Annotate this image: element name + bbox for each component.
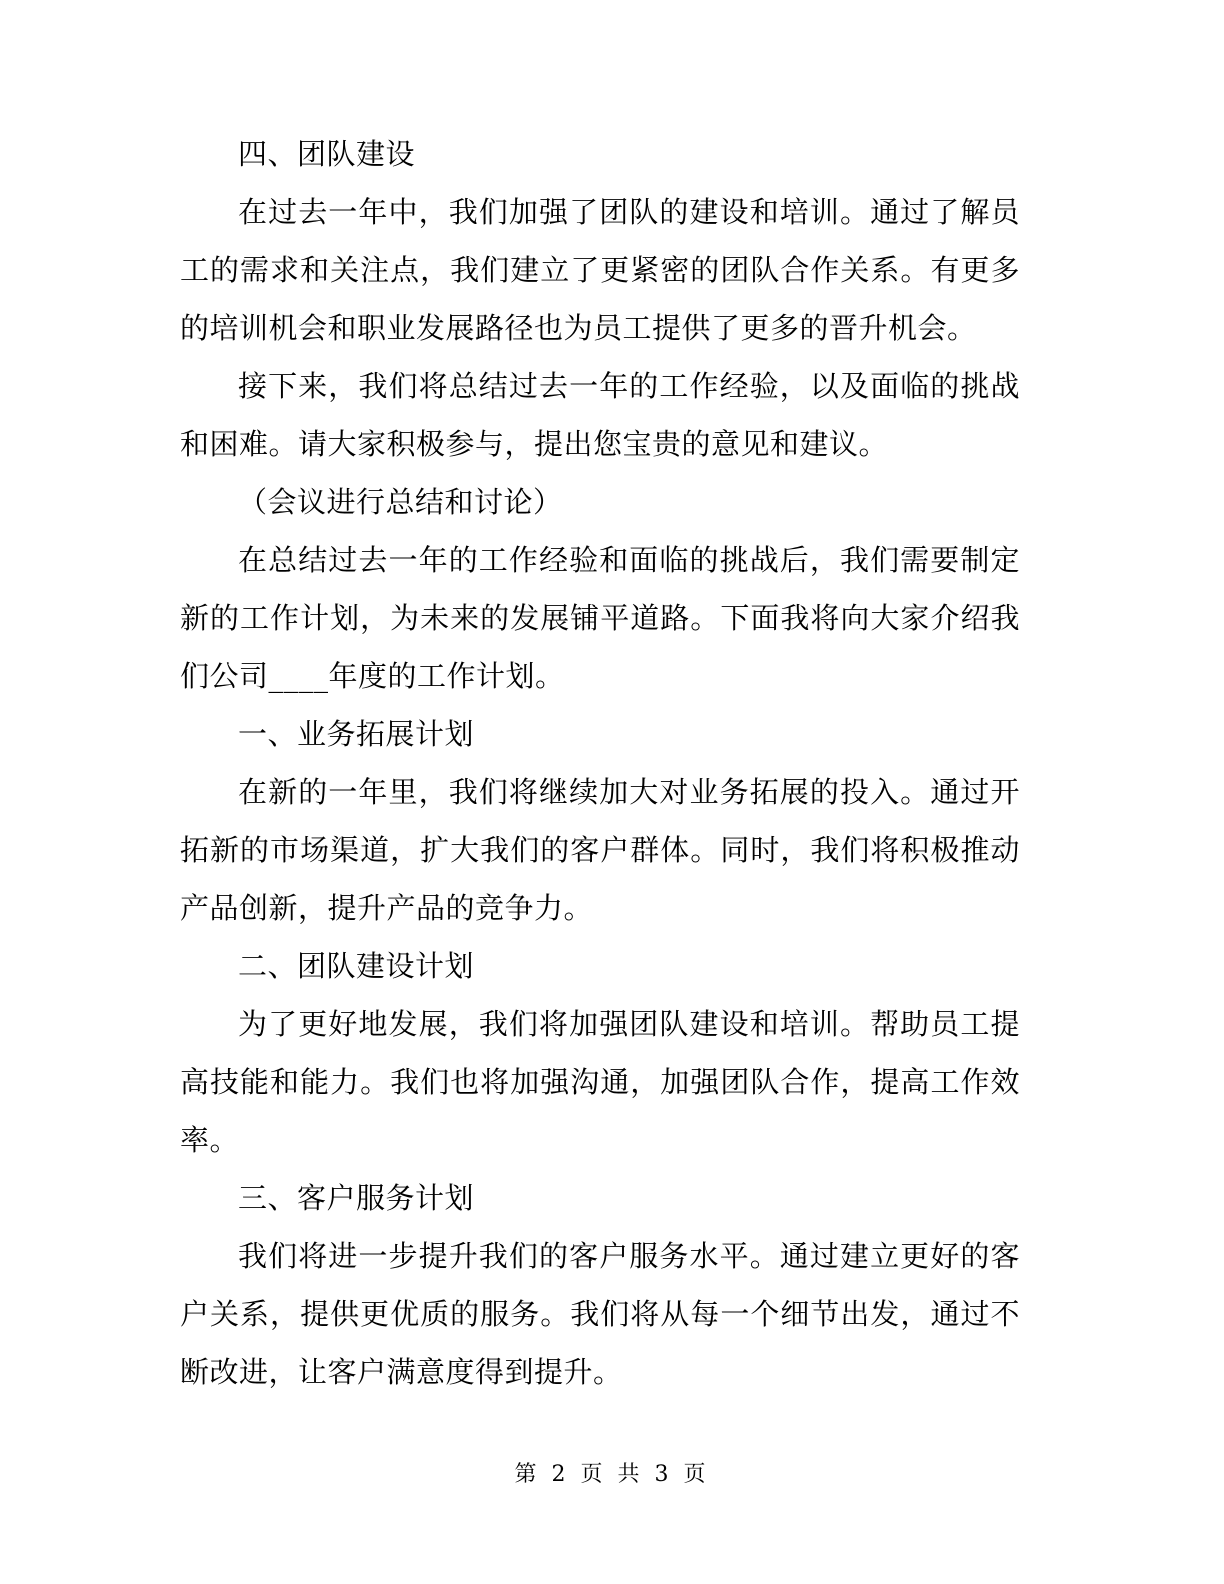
section-heading-team-plan: 二、团队建设计划 bbox=[238, 949, 475, 983]
paragraph-team-building: 在过去一年中，我们加强了团队的建设和培训。通过了解员工的需求和关注点，我们建立了更紧密的团队合作关系。有更多的培训机会和职业发展路径也为员工提供了更多的晋升机会。 bbox=[180, 195, 1020, 345]
section-heading-team-building: 四、团队建设 bbox=[238, 137, 416, 171]
paragraph-customer-service: 我们将进一步提升我们的客户服务水平。通过建立更好的客户关系，提供更优质的服务。我们将从每一个细节出发，通过不断改进，让客户满意度得到提升。 bbox=[180, 1239, 1020, 1389]
page-number-footer: 第 2 页 共 3 页 bbox=[514, 1462, 710, 1487]
paragraph-business-expansion: 在新的一年里，我们将继续加大对业务拓展的投入。通过开拓新的市场渠道，扩大我们的客户群体。同时，我们将积极推动产品创新，提升产品的竞争力。 bbox=[180, 775, 1020, 925]
meeting-note: （会议进行总结和讨论） bbox=[238, 485, 563, 519]
paragraph-next-steps: 接下来，我们将总结过去一年的工作经验，以及面临的挑战和困难。请大家积极参与，提出您宝贵的意见和建议。 bbox=[180, 369, 1020, 461]
paragraph-new-plan-intro: 在总结过去一年的工作经验和面临的挑战后，我们需要制定新的工作计划，为未来的发展铺平道路。下面我将向大家介绍我们公司____年度的工作计划。 bbox=[180, 543, 1020, 693]
paragraph-team-plan: 为了更好地发展，我们将加强团队建设和培训。帮助员工提高技能和能力。我们也将加强沟通，加强团队合作，提高工作效率。 bbox=[180, 1007, 1020, 1157]
document-body bbox=[180, 125, 1020, 1401]
section-heading-business-expansion: 一、业务拓展计划 bbox=[238, 717, 475, 751]
section-heading-customer-service: 三、客户服务计划 bbox=[238, 1181, 475, 1215]
